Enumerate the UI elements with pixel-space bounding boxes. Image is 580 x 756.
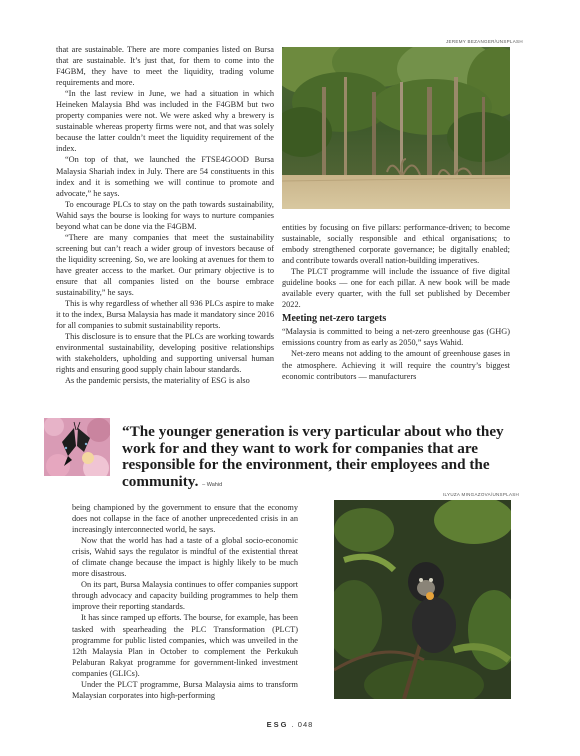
page-number: 048 [297, 720, 314, 729]
paragraph: This is why regardless of whether all 936 PLCs aspire to make it to the index, Bursa Malaysia has made it mandatory since 2016 for all companies to submit sustainability reports. [56, 299, 274, 331]
paragraph: “In the last review in June, we had a situation in which Heineken Malaysia Bhd was included in the F4GBM but two property companies were not. We were asked why a brewery is sustainable whereas property firms were not, and that was solely because the latter couldn’t meet the liquidity requirement of the index. [56, 89, 274, 154]
photo-credit-bottom: ILYUZA MINGAZOVA/UNSPLASH [443, 492, 520, 497]
paragraph: This disclosure is to ensure that the PLCs are working towards environmental sustainability, developing positive relationships with stakeholders, upholding and supporting universal human rights and ensuring good supply chain labour standards. [56, 332, 274, 375]
paragraph: “There are many companies that meet the sustainability screening but can’t reach a wider group of investors because of the liquidity screening. So, we are looking at avenues for them to have greater access to the market. Our primary objective is to ensure that all companies listed on the bourse embrace sustainability,” he says. [56, 232, 274, 298]
paragraph: entities by focusing on five pillars: performance-driven; to become sustainable, socially responsible and ethical organisations; to embody strengthened corporate governance; be digitally enabled; and contribute towards overall nation-building imperatives. [282, 223, 510, 266]
butterfly-photo [44, 418, 110, 476]
mangrove-forest-photo [282, 47, 510, 209]
footer-separator: . [291, 720, 295, 729]
section-heading: Meeting net-zero targets [282, 313, 387, 325]
paragraph: As the pandemic persists, the materiality of ESG is also [65, 376, 250, 386]
section-label: ESG [266, 720, 289, 729]
pull-quote [44, 418, 524, 490]
article-column-left-top [56, 44, 274, 386]
paragraph: The PLCT programme will include the issuance of five digital guideline books — one for each pillar. A new book will be made available every quarter, with the full set published by December 2022. [282, 267, 510, 310]
pull-quote-attribution: – Wahid [202, 481, 223, 488]
leaf-monkey-photo [334, 500, 511, 699]
photo-credit-top: JEREMY BEZANGER/UNSPLASH [446, 39, 523, 44]
article-column-right-top [282, 222, 510, 382]
paragraph: To encourage PLCs to stay on the path towards sustainability, Wahid says the bourse is looking for ways to nurture companies beyond what can be done via the F4GBM. [56, 199, 274, 231]
paragraph: “On top of that, we launched the FTSE4GOOD Bursa Malaysia Shariah index in July. There are 54 constituents in this index and it is something we will continue to promote and advocate,” he says. [56, 155, 274, 198]
paragraph: being championed by the government to ensure that the economy does not collapse in the face of another unprecedented crisis in an increasingly interconnected world, he says. [72, 503, 298, 535]
paragraph: Under the PLCT programme, Bursa Malaysia aims to transform Malaysian corporates into high-performing [72, 679, 298, 700]
page-footer [0, 720, 580, 729]
paragraph: “Malaysia is committed to being a net-zero greenhouse gas (GHG) emissions country from as early as 2050,” says Wahid. [282, 327, 510, 348]
paragraph: It has since ramped up efforts. The bourse, for example, has been tasked with spearheading the PLC Transformation (PLCT) programme for public listed companies, which was unveiled in the 12th Malaysia Plan in October to complement the Perkukuh Pelaburan Rakyat programme for government-linked investment companies (GLICs). [72, 613, 298, 678]
paragraph: Now that the world has had a taste of a global socio-economic crisis, Wahid says the regulator is mindful of the existential threat of climate change because the impact is highly likely to be much more disastrous. [72, 536, 298, 579]
pull-quote-text: “The younger generation is very particular about who they work for and they want to work for companies that are responsible for the environment, their employees and the community. – Wahid [122, 423, 504, 490]
paragraph: On its part, Bursa Malaysia continues to offer companies support through advocacy and capacity building programmes to help them improve their reporting standards. [72, 580, 298, 612]
paragraph: Net-zero means not adding to the amount of greenhouse gases in the atmosphere. Achieving it will require the country’s biggest economic contributors — manufacturers [282, 349, 510, 381]
paragraph: that are sustainable. There are more companies listed on Bursa that are sustainable. It’s just that, for them to come into the F4GBM, they have to meet the liquidity, trading volume requirements and more. [56, 45, 274, 88]
article-column-left-bottom [72, 502, 298, 701]
